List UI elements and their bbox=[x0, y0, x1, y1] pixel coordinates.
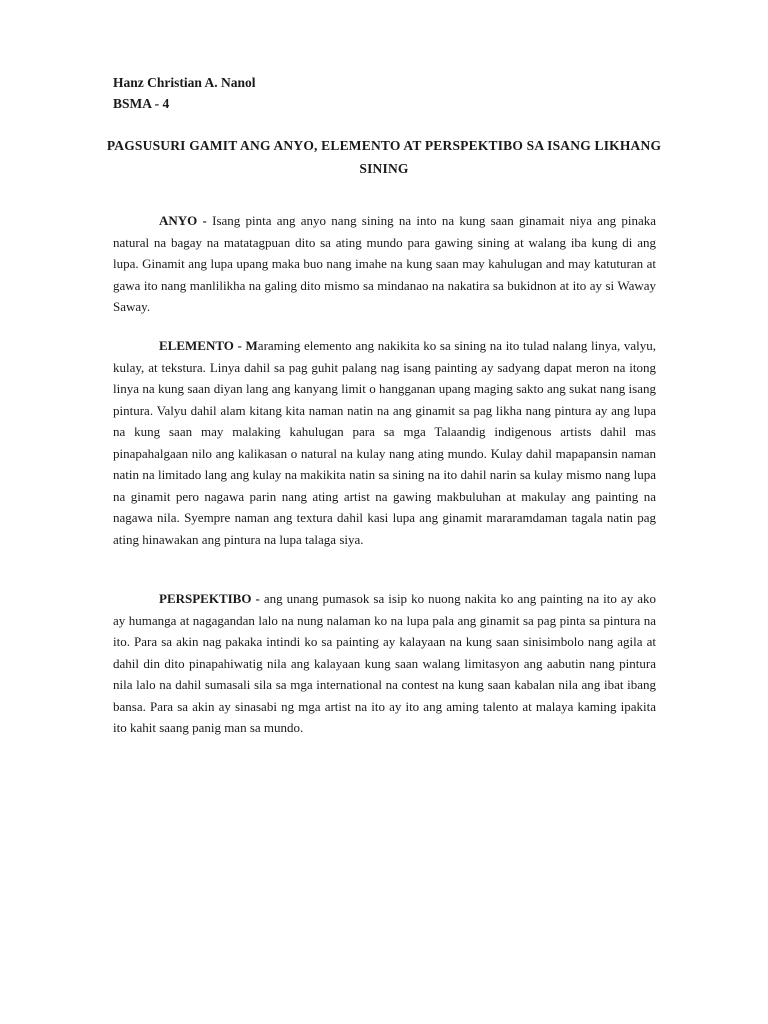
author-course: BSMA - 4 bbox=[113, 96, 170, 111]
section-body-perspektibo: ang unang pumasok sa isip ko nuong nakita ko ang painting na ito ay ako ay humanga at nagagandan lalo na nung nalaman ko na lupa pala ang ginamit sa pag pinta sa pintura na ito. Para sa akin nag pakaka intindi ko sa painting ay kalayaan na kung saan sinisimbolo nang agila at dahil din dito pinapahiwatig nila ang kalayaan kung saan walang limitasyon ang aabutin nang pintura nila lalo na dahil sumasali sila sa mga international na contest na kung saan kabalan nila ang ibat ibang bansa. Para sa akin ay sinasabi ng mga artist na ito ay ito ang aming talento at malaya kaming ipakita ito kahit saang panig man sa mundo. bbox=[113, 591, 656, 735]
section-body-anyo: Isang pinta ang anyo nang sining na into na kung saan ginamait niya ang pinaka natural na bagay na matatagpuan dito sa ating mundo para gawing sining at walang iba kung di ang lupa. Ginamit ang lupa upang maka buo nang imahe na kung saan may kahulugan and may katuturan at gawa ito nang manlilikha na galing dito mismo sa mindanao na nakatira sa bukidnon at ito ay si Waway Saway. bbox=[113, 213, 656, 314]
section-term-anyo: ANYO bbox=[159, 213, 198, 228]
section-body-elemento: araming elemento ang nakikita ko sa sining na ito tulad nalang linya, valyu, kulay, at tekstura. Linya dahil sa pag guhit palang nag isang painting ay sadyang dapat meron na itong linya na kung saan diyan lang ang kanyang limit o hangganan upang maging sakto ang sukat nang isang pintura. Valyu dahil alam kitang kita naman natin na ang ginamit sa pag likha nang pintura ay ang lupa na kung saan may malaking kahulugan para sa mga Talaandig indigenous artists dahil mas pinapahalgaan nilo ang kalikasan o natural na kulay nang ating mundo. Kulay dahil mapapansin naman natin na limitado lang ang kulay na makikita natin sa sining na ito dahil narin sa kulay mismo nang lupa na ginamit pero nagawa parin nang ating artist na gawing makbuluhan at makulay ang painting na nagawa nila. Syempre naman ang textura dahil kasi lupa ang ginamit mararamdaman tagala natin pag ating hinawakan ang pintura na lupa talaga siya. bbox=[113, 338, 656, 547]
document-title: PAGSUSURI GAMIT ANG ANYO, ELEMENTO AT PERSPEKTIBO SA ISANG LIKHANG SINING bbox=[106, 138, 662, 176]
section-term-elemento: ELEMENTO bbox=[159, 338, 234, 353]
author-block bbox=[113, 72, 256, 114]
section-perspektibo bbox=[113, 588, 656, 739]
section-separator-elemento: - bbox=[233, 338, 246, 353]
section-separator-anyo: - bbox=[197, 213, 213, 228]
section-term-perspektibo: PERSPEKTIBO bbox=[159, 591, 252, 606]
section-term-tail-elemento: M bbox=[245, 338, 258, 353]
section-elemento bbox=[113, 335, 656, 550]
author-name: Hanz Christian A. Nanol bbox=[113, 75, 256, 90]
section-separator-perspektibo: - bbox=[251, 591, 264, 606]
section-anyo bbox=[113, 210, 656, 318]
